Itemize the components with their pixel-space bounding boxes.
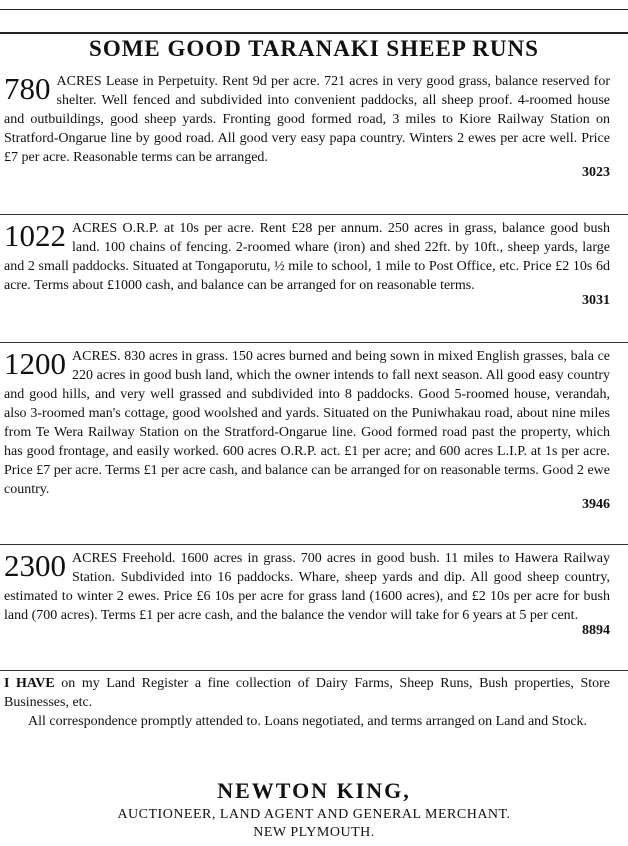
listing-2300 (4, 549, 610, 639)
register-lead: I HAVE (4, 676, 55, 691)
listing-divider (0, 544, 628, 545)
listing-text: ACRES Lease in Perpetuity. Rent 9d per acre. 721 acres in very good grass, balance reserved for shelter. Well fenced and subdivided into convenient paddocks, all sheep proof. 4-roomed house and outbuildings, good sheep yards. Fronting good formed road, 3 miles to Kiore Railway Station on Stratford-Ongarue line by good road. All good very easy papa country. Winters 2 ewes per acre well. Price £7 per acre. Reasonable terms can be arranged. (4, 74, 610, 165)
listing-1022 (4, 219, 610, 309)
agent-role: AUCTIONEER, LAND AGENT AND GENERAL MERCHANT. (117, 807, 511, 822)
listing-1200 (4, 347, 610, 513)
land-register-notice (4, 674, 610, 731)
listing-text: ACRES O.R.P. at 10s per acre. Rent £28 per annum. 250 acres in grass, balance good bush land. 100 chains of fencing. 2-roomed whare (iron) and shed 22ft. by 10ft., sheep yards, large and 2 small paddocks. Situated at Tongaporutu, ½ mile to school, 1 mile to Post Office, etc. Price £2 10s 6d acre. Terms about £1000 cash, and balance can be arranged for on reasonable terms. (4, 221, 610, 293)
listing-text: ACRES. 830 acres in grass. 150 acres burned and being sown in mixed English grasses, bala ce 220 acres in good bush land, which the owner intends to fall next season. All good easy country and good hills, and very well grassed and subdivided into 8 paddocks. Good 5-roomed house, verandah, also 3-roomed man's cottage, good woolshed and yards. Situated on the Puniwhakau road, about nine miles from Te Wera Railway Station on the Stratford-Ongarue line. Good formed road past the property, which has good frontage, and easily worked. 600 acres O.R.P. act. £1 per acre; and 600 acres L.I.P. at 1s per acre. Price £7 per acre. Terms £1 per acre cash, and balance can be arranged for on reasonable terms. Good 2 ewe country. (4, 349, 610, 497)
listing-780 (4, 72, 610, 181)
page-title: SOME GOOD TARANAKI SHEEP RUNS (89, 36, 539, 61)
listing-acres: 780 (4, 71, 51, 106)
listing-ref: 3023 (582, 165, 610, 180)
listing-text: ACRES Freehold. 1600 acres in grass. 700 acres in good bush. 11 miles to Hawera Railway Station. Subdivided into 16 paddocks. Whare, sheep yards and dip. All good sheep country, estimated to winter 2 ewes. Price £6 10s per acre for grass land (1600 acres), and £2 10s per acre for bush land (700 acres). Terms £1 per acre cash, and the balance the vendor will take for 6 years at 5 per cent. (4, 551, 610, 623)
listing-acres: 1022 (4, 218, 66, 253)
listing-acres: 2300 (4, 548, 66, 583)
listing-ref: 3946 (582, 497, 610, 512)
listing-ref: 3031 (582, 293, 610, 308)
register-line-1: on my Land Register a fine collection of Dairy Farms, Sheep Runs, Bush properties, Store Businesses, etc. (4, 676, 611, 710)
listing-divider (0, 342, 628, 343)
listing-divider (0, 670, 628, 671)
register-line-2: All correspondence promptly attended to. Loans negotiated, and terms arranged on Land and Stock. (28, 714, 588, 729)
listing-acres: 1200 (4, 346, 66, 381)
top-rule (0, 9, 628, 10)
listing-ref: 8894 (582, 623, 610, 638)
agent-name: NEWTON KING, (217, 778, 411, 803)
agent-location: NEW PLYMOUTH. (253, 825, 375, 840)
listing-divider (0, 214, 628, 215)
title-rule (0, 32, 628, 34)
